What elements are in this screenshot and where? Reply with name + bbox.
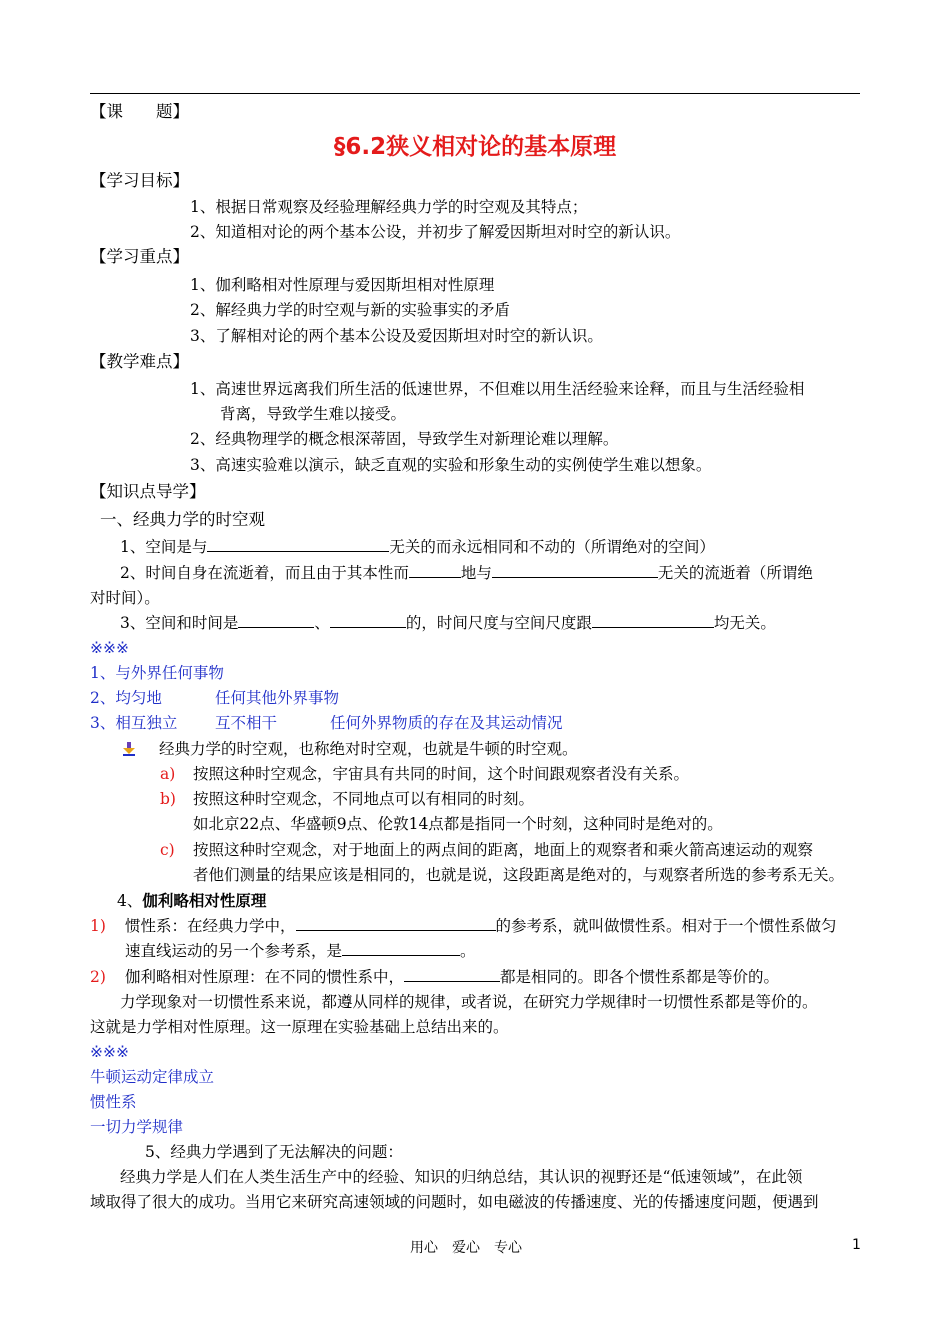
list-marker-b: b) [160, 790, 176, 808]
difficulty-item: 2、经典物理学的概念根深蒂固，导致学生对新理论难以理解。 [190, 430, 619, 448]
question-2-cont: 对时间）。 [90, 589, 160, 607]
list-marker-1: 1) [90, 917, 106, 935]
section4-heading: 4、伽利略相对性原理 [117, 891, 267, 910]
arrow-down-bullet-icon [122, 742, 136, 756]
header-rule [90, 93, 860, 94]
list-marker-c: c) [160, 841, 175, 859]
answer-3b: 互不相干 [215, 714, 278, 732]
footer-motto: 用心 爱心 专心 [410, 1240, 522, 1256]
fill-blank[interactable] [296, 915, 496, 931]
list-marker-a: a) [160, 765, 176, 783]
question-1: 1、空间是与 无关的而永远相同和不动的（所谓绝对的空间） [120, 538, 715, 556]
difficulty-item: 3、高速实验难以演示，缺乏直观的实验和形象生动的实例使学生难以想象。 [190, 456, 712, 474]
answer-1: 1、与外界任何事物 [90, 664, 224, 682]
answer-2b: 任何其他外界事物 [215, 689, 340, 707]
paragraph-cont: 这就是力学相对性原理。这一原理在实验基础上总结出来的。 [90, 1018, 509, 1036]
answer-3c: 任何外界物质的存在及其运动情况 [330, 714, 563, 732]
relativity-principle-item: 伽利略相对性原理：在不同的惯性系中， 都是相同的。即各个惯性系都是等价的。 [125, 968, 780, 986]
fill-blank[interactable] [238, 612, 314, 628]
fill-blank[interactable] [492, 562, 658, 578]
fill-blank[interactable] [409, 562, 461, 578]
answers-mark: ※※※ [90, 1043, 129, 1061]
list-item-b-example: 如北京22点、华盛顿9点、伦敦14点都是指同一个时刻，这种同时是绝对的。 [193, 815, 723, 833]
answer-5: 惯性系 [90, 1093, 137, 1111]
key-point-item: 2、解经典力学的时空观与新的实验事实的矛盾 [190, 301, 510, 319]
answers-mark: ※※※ [90, 639, 129, 657]
answer-3a: 3、相互独立 [90, 714, 178, 732]
bullet-item: 经典力学的时空观，也称绝对时空观，也就是牛顿的时空观。 [122, 738, 577, 760]
inertial-frame-item-cont: 速直线运动的另一个参考系，是 。 [125, 942, 476, 960]
list-item-b: 按照这种时空观念，不同地点可以有相同的时刻。 [193, 790, 535, 808]
list-item-c: 按照这种时空观念，对于地面上的两点间的距离，地面上的观察者和乘火箭高速运动的观察 [193, 841, 814, 859]
fill-blank[interactable] [330, 612, 406, 628]
fill-blank[interactable] [404, 966, 500, 982]
fill-blank[interactable] [207, 536, 389, 552]
fill-blank[interactable] [342, 940, 460, 956]
difficulty-item: 1、高速世界远离我们所生活的低速世界，不但难以用生活经验来诠释，而且与生活经验相 [190, 380, 805, 398]
guide-heading: 【知识点导学】 [90, 482, 206, 501]
paragraph-cont: 域取得了很大的成功。当用它来研究高速领域的问题时，如电磁波的传播速度、光的传播速度问题，便遇到 [90, 1193, 819, 1211]
answer-4: 牛顿运动定律成立 [90, 1068, 215, 1086]
objective-item: 2、知道相对论的两个基本公设，并初步了解爱因斯坦对时空的新认识。 [190, 223, 681, 241]
section5-heading: 5、经典力学遇到了无法解决的问题： [145, 1143, 403, 1161]
answer-6: 一切力学规律 [90, 1118, 184, 1136]
question-3: 3、空间和时间是 、 的，时间尺度与空间尺度跟 均无关。 [120, 614, 776, 632]
key-point-item: 1、伽利略相对性原理与爱因斯坦相对性原理 [190, 276, 495, 294]
list-item-a: 按照这种时空观念，宇宙具有共同的时间，这个时间跟观察者没有关系。 [193, 765, 690, 783]
answer-2a: 2、均匀地 [90, 689, 162, 707]
list-marker-2: 2) [90, 968, 106, 986]
inertial-frame-item: 惯性系：在经典力学中， 的参考系，就叫做惯性系。相对于一个惯性系做匀 [125, 917, 837, 935]
course-label: 【课 题】 [90, 102, 189, 121]
objective-item: 1、根据日常观察及经验理解经典力学的时空观及其特点； [190, 198, 588, 216]
page-number: 1 [852, 1237, 861, 1253]
key-points-heading: 【学习重点】 [90, 247, 189, 266]
paragraph: 力学现象对一切惯性系来说，都遵从同样的规律，或者说，在研究力学规律时一切惯性系都是等价的。 [120, 993, 818, 1011]
difficulty-item-cont: 背离，导致学生难以接受。 [220, 405, 407, 423]
section1-title: 一、经典力学的时空观 [100, 510, 265, 529]
question-2: 2、时间自身在流逝着，而且由于其本性而 地与 无关的流逝着（所谓绝 [120, 564, 813, 582]
paragraph: 经典力学是人们在人类生活生产中的经验、知识的归纳总结，其认识的视野还是“低速领域”，在此领 [120, 1168, 803, 1186]
objectives-heading: 【学习目标】 [90, 171, 189, 190]
page-title: §6.2狭义相对论的基本原理 [333, 134, 617, 160]
key-point-item: 3、了解相对论的两个基本公设及爱因斯坦对时空的新认识。 [190, 327, 603, 345]
fill-blank[interactable] [592, 612, 714, 628]
difficulties-heading: 【教学难点】 [90, 352, 189, 371]
list-item-c-cont: 者他们测量的结果应该是相同的，也就是说，这段距离是绝对的，与观察者所选的参考系无关。 [193, 866, 845, 884]
